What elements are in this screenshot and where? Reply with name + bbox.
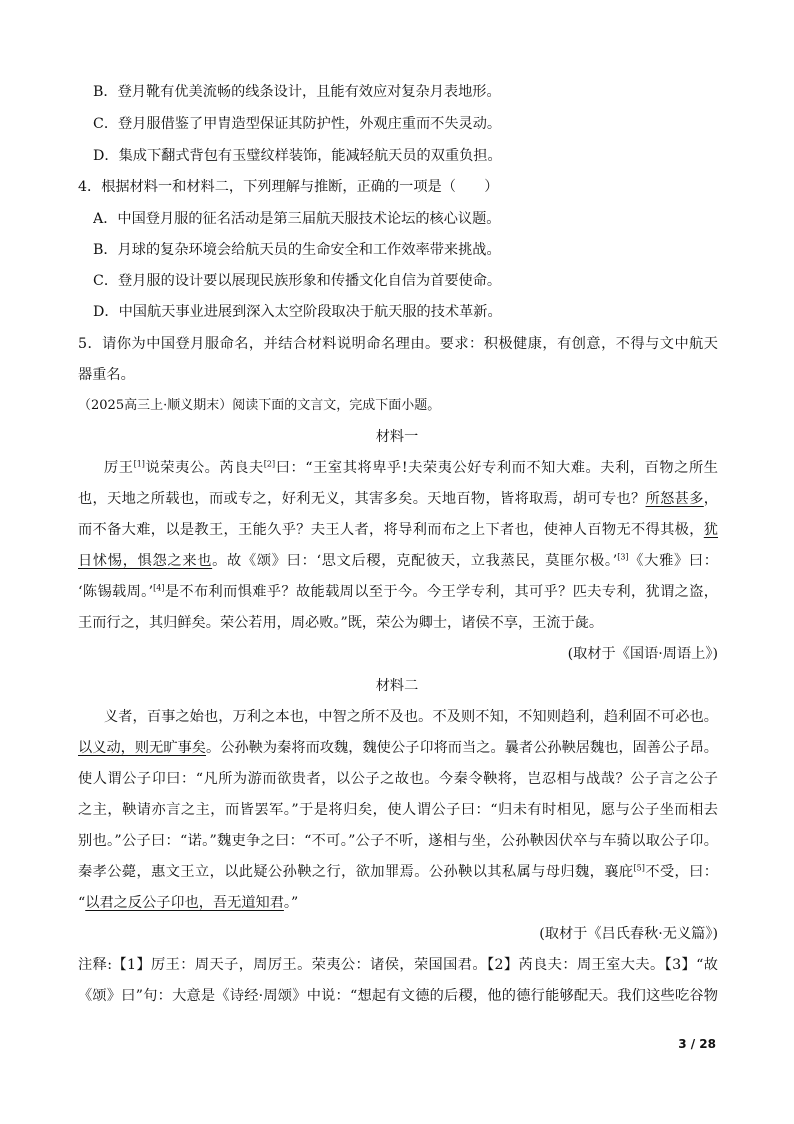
material1-line-6: 王而行之，其归鲜矣。荣公若用，周必败。”既，荣公为卿士，诸侯不享，王流于彘。 <box>78 615 604 631</box>
material1-line-5 <box>78 582 718 602</box>
underlined-phrase: 日怵惕，惧怨之来也 <box>78 553 213 569</box>
material1-line-2 <box>78 489 718 509</box>
material1-line-3 <box>78 520 718 540</box>
material1-title: 材料一 <box>375 429 419 445</box>
text: ‘陈锡载周。’ <box>78 584 154 600</box>
q4-option-c: C．登月服的设计要以展现民族形象和传播文化自信为首要使命。 <box>93 273 502 289</box>
text: 。公孙鞅为秦将而攻魏，魏使公子卬将而当之。曩者公孙鞅居魏也，固善公子昂。 <box>206 740 718 756</box>
material2-line-2 <box>78 738 718 758</box>
text: 。” <box>283 895 299 911</box>
q3-option-d: D．集成下翻式背包有玉璧纹样装饰，能减轻航天员的双重负担。 <box>93 148 502 164</box>
material1-source: (取材于《国语·周语上》) <box>567 646 718 662</box>
text: 《大雅》曰： <box>628 553 718 569</box>
text: 不受，曰： <box>644 864 718 880</box>
material2-line-7 <box>78 893 718 913</box>
text: 是不布利而惧难乎？故能载周以至于今。今王学专利，其可乎？匹夫专利，犹谓之盗， <box>164 584 718 600</box>
section-intro: （2025高三上·顺义期末）阅读下面的文言文，完成下面小题。 <box>78 398 441 413</box>
q4-option-a: A．中国登月服的征名活动是第三届航天服技术论坛的核心议题。 <box>93 211 501 227</box>
notes-line-2: 《颂》曰”句：大意是《诗经·周颂》中说：“想起有文德的后稷，他的德行能够配天。我们这些吃谷物 <box>78 988 718 1004</box>
footnote-ref-3: [3] <box>617 552 629 562</box>
material2-line-4: 之主，鞅请亦言之主，而皆罢军。”于是将归矣，使人谓公子曰：“归未有时相见，愿与公子坐而相去 <box>78 802 718 818</box>
q4-option-b: B．月球的复杂环境会给航天员的生命安全和工作效率带来挑战。 <box>93 242 501 258</box>
material2-line-1: 义者，百事之始也，万利之本也，中智之所不及也。不及则不知，不知则趋利，趋利固不可必也。 <box>104 709 718 725</box>
text: ， <box>703 491 718 507</box>
material2-line-6 <box>78 862 718 882</box>
material2-line-5: 别也。”公子曰：“诺。”魏吏争之曰：“不可。”公子不听，遂相与坐，公孙鞅因伏卒与车骑以取公子卬。 <box>78 833 718 849</box>
footnote-ref-2: [2] <box>263 459 276 469</box>
material1-line-1 <box>104 458 718 478</box>
q5-line-2: 器重名。 <box>78 367 135 383</box>
text: 说荣夷公。芮良夫 <box>144 460 264 476</box>
text: 曰：“王室其将卑乎!夫荣夷公好专利而不知大难。夫利，百物之所生 <box>275 460 718 476</box>
q5-line-1: 5．请你为中国登月服命名，并结合材料说明命名理由。要求：积极健康，有创意，不得与文中航天 <box>78 336 718 352</box>
q3-option-b: B．登月靴有优美流畅的线条设计，且能有效应对复杂月表地形。 <box>93 84 501 100</box>
text: 秦孝公薨，惠文王立，以此疑公孙鞅之行，欲加罪焉。公孙鞅以其私属与母归魏，襄庇 <box>78 864 634 880</box>
text: “ <box>78 895 86 911</box>
footnote-ref-1: [1] <box>133 459 145 469</box>
underlined-phrase: 犹 <box>703 522 718 538</box>
text: 而不备大难，以是教王，王能久乎？夫王人者，将导利而布之上下者也，使神人百物无不得其极， <box>78 522 704 538</box>
text: 也，天地之所载也，而或专之，好利无义，其害多矣。天地百物，皆将取焉，胡可专也？ <box>78 491 646 507</box>
material2-source: (取材于《吕氏春秋·无义篇》) <box>539 926 718 942</box>
underlined-phrase: 所怒甚多 <box>645 491 704 507</box>
notes-line-1: 注释:【1】厉王：周天子，周厉王。荣夷公：诸侯，荣国国君。【2】芮良夫：周王室大夫。【3】“故 <box>78 957 718 973</box>
text: 厉王 <box>104 460 134 476</box>
underlined-phrase: 以君之反公子卬也，吾无道知君 <box>85 895 284 911</box>
text: 。故《颂》曰：‘思文后稷，克配彼天，立我蒸民，莫匪尔极。’ <box>212 553 618 569</box>
underlined-phrase: 以义动，则无旷事矣 <box>78 740 207 756</box>
material1-line-4 <box>78 551 718 571</box>
footnote-ref-5: [5] <box>633 863 645 873</box>
material2-title: 材料二 <box>375 678 419 694</box>
material2-line-3: 使人谓公子卬曰：“凡所为游而欲贵者，以公子之故也。今秦令鞅将，岂忍相与战哉？公子言之公子 <box>78 771 718 787</box>
page-number: 3 / 28 <box>678 1037 716 1051</box>
q3-option-c: C．登月服借鉴了甲胄造型保证其防护性，外观庄重而不失灵动。 <box>93 116 502 132</box>
q4-stem: 4．根据材料一和材料二，下列理解与推断，正确的一项是（ ） <box>78 179 499 195</box>
q4-option-d: D．中国航天事业进展到深入太空阶段取决于航天服的技术革新。 <box>93 304 502 320</box>
footnote-ref-4: [4] <box>153 583 165 593</box>
